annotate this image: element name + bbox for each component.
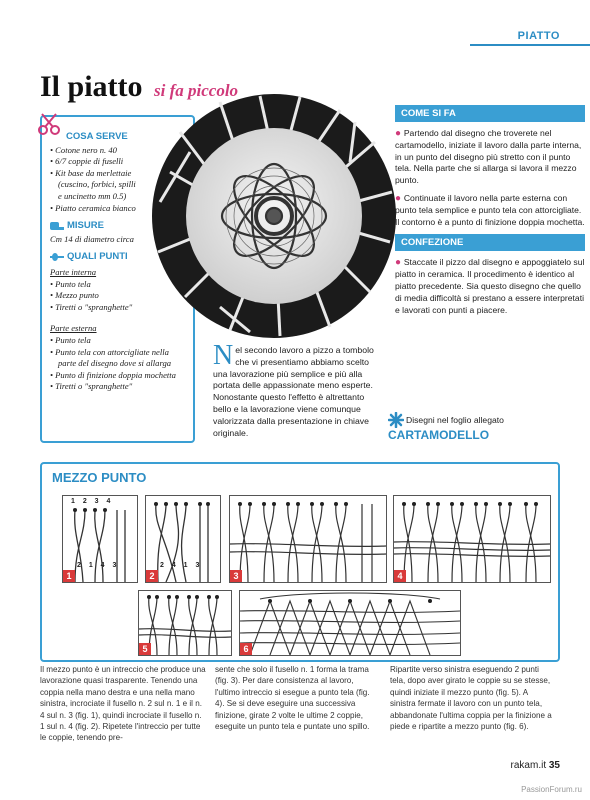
come-si-fa-p1: ● Partendo dal disegno che troverete nel cartamodello, iniziate il lavoro dalla parte interna, in un punto del disegno più stretto con il punto tela. Nella parte che si allarga si lavora il mezzo punto.: [395, 128, 582, 186]
figure-3: [229, 495, 387, 583]
list-item: • Punto tela: [50, 279, 185, 291]
disegni-note: Disegni nel foglio allegato: [406, 415, 504, 425]
dropcap: N: [213, 340, 234, 371]
list-item: parte del disegno dove si allarga: [58, 358, 172, 369]
section-tag: PIATTO: [517, 30, 560, 42]
page-folio: [511, 760, 560, 771]
list-item: • 6/7 coppie di fuselli: [50, 156, 185, 168]
folio-site: rakam.it: [510, 760, 547, 771]
figure-6: [239, 590, 461, 656]
list-item: (cuscino, forbici, spilli: [58, 179, 136, 190]
list-item: • Mezzo punto: [50, 290, 185, 302]
bottom-text-col2: sente che solo il fusello n. 1 forma la trama (fig. 3). Per dare consistenza al lavoro, l'ultimo intreccio si esegue a punto tela (fig. 4). Se si deve eseguire una successiva finizione, girate 2 volte le ultime 2 coppie, eseguite un punto tela e puntate uno spillo.: [215, 665, 370, 732]
list-item: • Kit base da merlettaie: [50, 168, 185, 180]
figure-6-drawing: [240, 591, 460, 655]
title-main: Il piatto: [40, 70, 143, 103]
figure-4-drawing: [394, 496, 550, 582]
section-rule: [470, 44, 590, 46]
title-sub: si fa piccolo: [154, 81, 239, 100]
quali-punti-heading: QUALI PUNTI: [50, 251, 185, 263]
come-si-fa-heading: COME SI FA: [395, 105, 585, 122]
confezione-p1: ● Staccate il pizzo dal disegno e appoggiatelo sul piatto in ceramica. Il procedimento è identico al piatto precedente. Sia questo disegno che quello di media difficoltà si prestano a essere interpretati e lavorati con punti a piacere.: [395, 257, 585, 315]
list-item: • Tiretti o "spranghette": [50, 302, 185, 314]
figure-2: [145, 495, 221, 583]
list-item: • Piatto ceramica bianco: [50, 203, 185, 215]
watermark: PassionForum.ru: [521, 785, 582, 794]
tape-measure-icon: [50, 221, 64, 231]
cosa-serve-heading: COSA SERVE: [66, 131, 128, 142]
figure-5: [138, 590, 232, 656]
bullet-icon: ●: [395, 192, 404, 204]
list-item: e uncinetto mm 0.5): [58, 190, 127, 201]
figure-number: 2: [146, 570, 158, 582]
figure-number: 5: [139, 643, 151, 655]
list-item: • Cotone nero n. 40: [50, 145, 185, 157]
bullet-icon: ●: [395, 257, 404, 269]
come-si-fa-p2: ● Continuate il lavoro nella parte esterna con punto tela semplice e punto tela con attorcigliate. Il contorno è a punto di finizione doppia mochetta.: [395, 192, 585, 227]
plate-photo: [150, 92, 398, 340]
mezzo-punto-heading: MEZZO PUNTO: [52, 470, 147, 485]
scissors-icon: [36, 111, 62, 137]
bottom-text-col1: Il mezzo punto è un intreccio che produce una lavorazione quasi trasparente. Tenendo una coppia nella mano destra e una nella mano sinistra, incrociate il fusello n. 2 sul n. 1 e il n. 4 sul n. 3 (fig. 1), quindi incrociate il fusello n. 1 sul n. 4 (fig. 2). Ripetete l'intreccio per tutte le coppie, tenendo pre-: [40, 665, 206, 743]
figure-number: 3: [230, 570, 242, 582]
bobbin-icon: [50, 252, 64, 262]
parte-interna-label: Parte interna: [50, 266, 97, 277]
list-item: • Tiretti o "spranghette": [50, 381, 185, 393]
figure-2-labels: 2 4 1 3: [160, 562, 203, 569]
figure-3-drawing: [230, 496, 386, 582]
list-item: • Punto di finizione doppia mochetta: [50, 370, 185, 382]
figure-1-bottom-labels: 2 1 4 3: [77, 562, 120, 569]
misure-heading: MISURE: [50, 220, 185, 232]
misure-text: Cm 14 di diametro circa: [50, 233, 134, 244]
figure-number: 4: [394, 570, 406, 582]
figure-4: [393, 495, 551, 583]
page-number: 35: [548, 760, 560, 771]
asterisk-icon: [388, 412, 404, 428]
bottom-text-col3: Ripartite verso sinistra eseguendo 2 punti tela, dopo aver girato le coppie su se stesse, quindi iniziate il mezzo punto (fig. 5). A sinistra fermate il lavoro con un punto tela, abbandonate l'ultima coppia per la finizione a piede e ripartite a mezzo punto (fig. 6).: [390, 665, 552, 732]
list-item: • Punto tela: [50, 335, 185, 347]
confezione-heading: CONFEZIONE: [395, 234, 585, 251]
instructions-column: [395, 105, 585, 322]
parte-esterna-label: Parte esterna: [50, 323, 97, 334]
figure-number: 6: [240, 643, 252, 655]
cartamodello-brand: CARTAMODELLO: [388, 428, 490, 442]
bullet-icon: ●: [395, 128, 404, 139]
figure-5-drawing: [139, 591, 231, 655]
figure-number: 1: [63, 570, 75, 582]
figure-1-labels: 1 2 3 4: [71, 498, 114, 505]
list-item: • Punto tela con attorcigliate nella: [50, 347, 185, 359]
figure-1: [62, 495, 138, 583]
intro-text: Nel secondo lavoro a pizzo a tombolo che vi presentiamo abbiamo scelto una lavorazione più semplice e più alla portata delle appassionate meno esperte. Nonostante questo l'effetto è altrettanto bello e la lavorazione viene comunque valorizzata dalla presentazione in chiave originale.: [213, 340, 374, 438]
